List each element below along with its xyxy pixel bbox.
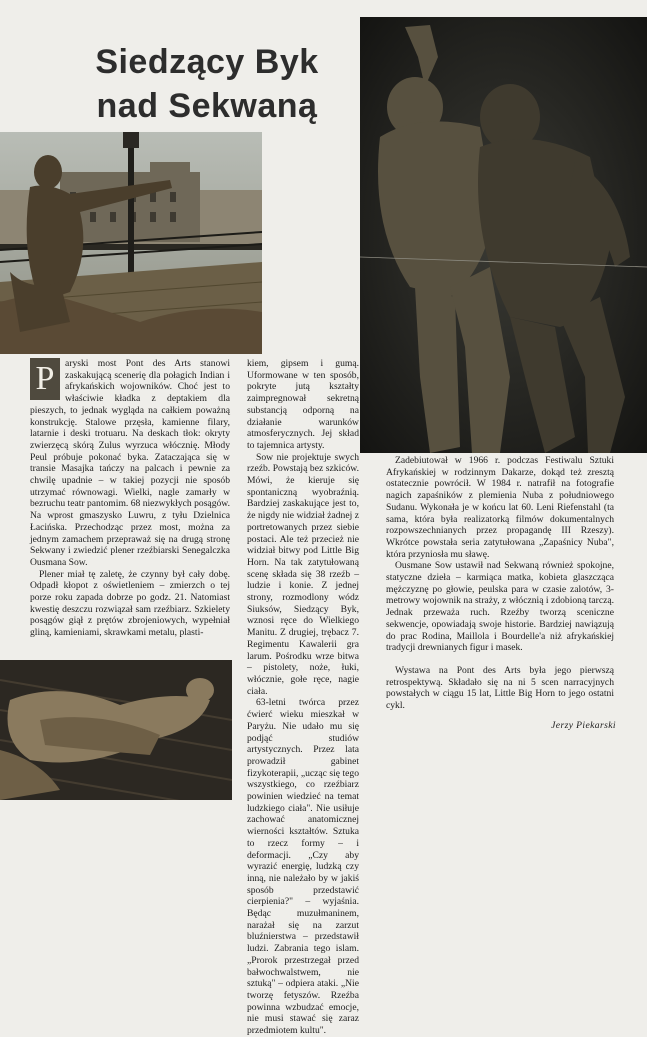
text-column-3 [386, 455, 614, 712]
article-title [62, 40, 352, 128]
paragraph: Ousmane Sow ustawił nad Sekwaną również spokojne, statyczne dzieła – karmiąca matka, kobieta glaszcząca mężczyznę po głowie, peulska para w czasie zalotów, 3-metrowy wojownik na straży, z włócznią i zdobioną tarczą. Jednak przeważa ruch. Rzeźby tworzą sceniczne sekwencje, opowiadają swoje historie. Bardziej nawiązują do prac Rodina, Maillola i Bourdelle'a niż afrykańskiej tradycji drewnianych figur i masek. [386, 560, 614, 654]
title-line-1: Siedzący Byk [95, 43, 319, 81]
text-column-1 [30, 358, 230, 639]
paragraph: Sow nie projektuje swych rzeźb. Powstają bez szkiców. Mówi, że kieruje się spontaniczną wyobraźnią. Bardziej zaskakujące jest to, że nigdy nie widział żadnej z portretowanych przez siebie postaci. Ale też przecież nie widział bitwy pod Little Big Horn. Na tak zatytułowaną scenę składa się 38 rzeźb – ludzie i konie. Z jednej strony, rozmodlony wódz Siuksów, Siedzący Byk, wznosi ręce do Wielkiego Manitu. Z drugiej, trębacz 7. Regimentu Kawalerii gra larum. Pośrodku wrze bitwa – pistolety, noże, łuki, włócznie, gołe ręce, nagie ciała. [247, 451, 359, 697]
text-column-2 [247, 358, 359, 1037]
paragraph: 63-letni twórca przez ćwierć wieku mieszkał w Paryżu. Nie udało mu się podjąć studiów artystycznych. Przez lata prowadził gabinet fizykoterapii, „ucząc się tego wszystkiego, co rzeźbiarz powinien wiedzieć na temat ludzkiego ciała". Nie usiłuje zachować anatomicznej wierności kształtów. Sztuka to rzecz formy – i deformacji. „Czy aby wyrazić energię, ludzką czy inną, nie należało by w jakiś sposób przedstawić cierpienia?" – wyjaśnia. Będąc muzułmaninem, narażał się na zarzut bluźnierstwa – przedstawił ludzi. Zabrania tego islam. „Prorok przestrzegał przed bałwochwalstwem, nie sztuką" – odpiera ataki. „Nie tworzę fetyszów. Rzeźba powinna wzbudzać emocje, nie musi stawać się zaraz przedmiotem kultu". [247, 697, 359, 1037]
paragraph: Plener miał tę zaletę, że czynny był cały dobę. Odpadł kłopot z oświetleniem – zmierzch o tej porze roku zapada dobrze po godz. 21. Natomiast kwestię deszczu rozwiązał sam rzeźbiarz. Szkielety posągów giął z prętów zbrojeniowych, wypełniał gliną, kamieniami, skrawkami metalu, plasti- [30, 568, 230, 639]
paragraph: kiem, gipsem i gumą. Uformowane w ten sposób, pokryte jutą kształty zaimpregnował sekretną substancją odporną na działanie warunków atmosferycznych. Jej skład to tajemnica artysty. [247, 358, 359, 451]
author-signature: Jerzy Piekarski [551, 720, 616, 731]
paragraph: Zadebiutował w 1966 r. podczas Festiwalu Sztuki Afrykańskiej w rodzinnym Dakarze, dokąd też zresztą ostatecznie powrócił. W 1984 r. natrafił na fotografie nagich zapaśników z plemienia Nuba z południowego Sudanu. Wykonała je w końcu lat 60. Leni Riefenstahl (ta sama, która była realizatorką filmów dokumentalnych rozpowszechnianych przez propagandę III Rzeszy). Wkrótce powstała seria zatytułowana „Zapaśnicy Nuba", która przyniosła mu sławę. [386, 455, 614, 560]
paragraph: Wystawa na Pont des Arts była jego pierwszą retrospektywą. Składało się na ni 5 scen narracyjnych powstałych w ciągu 15 lat, Little Big Horn to jego ostatni cykl. [386, 664, 614, 712]
photo-reclining-figures [0, 660, 232, 800]
photo-wrestlers-sculpture [360, 17, 647, 453]
photo-sculpture-on-bridge [0, 132, 262, 354]
drop-cap: P [30, 358, 60, 400]
paragraph: aryski most Pont des Arts stanowi zaskakującą scenerię dla połagich Indian i afrykańskich wojowników. Choć jest to właściwie kładka z deptakiem dla pieszych, to jednak wygląda na całkiem poważną konstrukcję. Stalowe przęsła, kamienne filary, latarnie i deski trotuaru. Na deskach tłok: okryty zwierzęcą skórą Zulus wyrzuca włócznię. Młody Peul próbuje pokonać byka. Zataczająca się w transie Masajka tańczy na palcach i pewnie za chwilę upadnie – w takiej pozycji nie sposób utrzymać równowagi. Wielki, nagle zamarły w bezruchu teatr pantomim. 68 niezwykłych posągów. Na wprost gmaszysko Luwru, z tyłu Dzielnica Łacińska. Przechodząc przez most, można za jednym zamachem przepraważ się na drugą stronę Sekwany i zwiedzić plener rzeźbiarski Senegalczka Ousmana Sow. [30, 358, 230, 568]
title-line-2: nad Sekwaną [96, 87, 318, 125]
